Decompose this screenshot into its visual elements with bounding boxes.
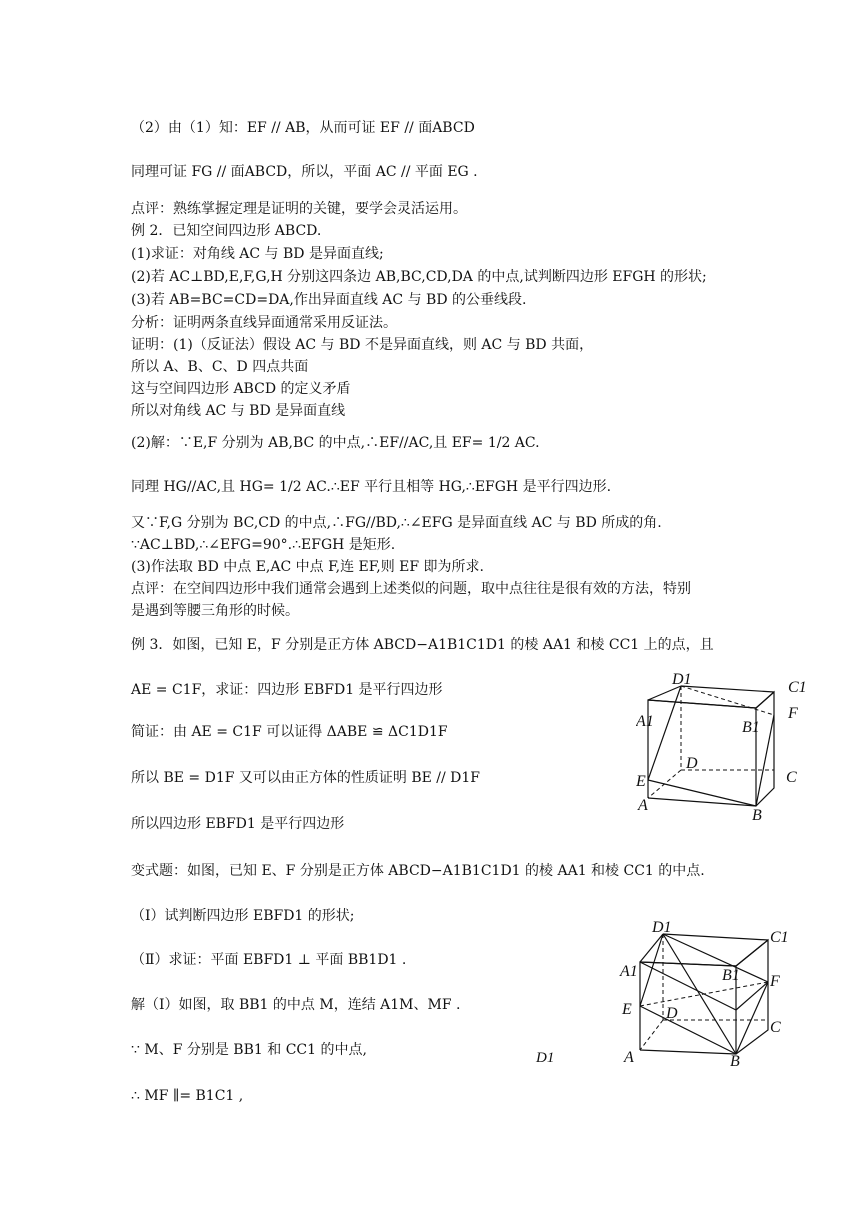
fig1-label-d: D bbox=[686, 755, 698, 772]
fig1-label-b1: B1 bbox=[742, 719, 760, 736]
line-2: 同理可证 FG // 面ABCD，所以，平面 AC // 平面 EG . bbox=[131, 164, 478, 180]
line-23: 所以 BE = D1F 又可以由正方体的性质证明 BE // D1F bbox=[131, 770, 481, 786]
fig2-label-c: C bbox=[770, 1019, 781, 1036]
line-4: 例 2．已知空间四边形 ABCD. bbox=[131, 223, 322, 239]
fig1-label-c: C bbox=[786, 769, 797, 786]
fig1-label-b: B bbox=[752, 807, 762, 820]
line-3: 点评：熟练掌握定理是证明的关键，要学会灵活运用。 bbox=[131, 201, 467, 217]
fig1-label-a: A bbox=[638, 797, 648, 814]
line-22: 简证：由 AE = C1F 可以证得 ΔABE ≌ ΔC1D1F bbox=[131, 724, 448, 740]
stray-label: D1 bbox=[536, 1050, 555, 1066]
fig1-label-e: E bbox=[636, 773, 646, 790]
line-28: 解（Ⅰ）如图，取 BB1 的中点 M，连结 A1M、MF . bbox=[131, 997, 461, 1013]
line-26: （Ⅰ）试判断四边形 EBFD1 的形状; bbox=[131, 908, 355, 924]
line-15: 又∵F,G 分别为 BC,CD 的中点,∴FG//BD,∴∠EFG 是异面直线 AC 与 BD 所成的角. bbox=[131, 515, 662, 531]
line-12: 所以对角线 AC 与 BD 是异面直线 bbox=[131, 403, 346, 419]
line-18: 点评：在空间四边形中我们通常会遇到上述类似的问题，取中点往往是很有效的方法，特别 bbox=[131, 581, 691, 597]
fig1-label-a1: A1 bbox=[636, 713, 654, 730]
line-25: 变式题：如图，已知 E、F 分别是正方体 ABCD−A1B1C1D1 的棱 AA1 和棱 CC1 的中点. bbox=[131, 863, 705, 879]
fig1-label-d1: D1 bbox=[672, 671, 692, 688]
line-8: 分析：证明两条直线异面通常采用反证法。 bbox=[131, 315, 397, 331]
line-21: AE = C1F，求证：四边形 EBFD1 是平行四边形 bbox=[131, 682, 443, 698]
fig2-label-f: F bbox=[770, 973, 780, 990]
fig2-label-c1: C1 bbox=[770, 929, 789, 946]
fig2-label-d1: D1 bbox=[652, 919, 672, 936]
line-30: ∴ MF ∥= B1C1 , bbox=[131, 1088, 244, 1104]
cube-figure-2 bbox=[618, 918, 798, 1068]
line-11: 这与空间四边形 ABCD 的定义矛盾 bbox=[131, 381, 351, 397]
fig1-label-c1: C1 bbox=[788, 679, 807, 696]
fig1-label-f: F bbox=[788, 705, 798, 722]
line-6: (2)若 AC⊥BD,E,F,G,H 分别这四条边 AB,BC,CD,DA 的中点,试判断四边形 EFGH 的形状; bbox=[131, 269, 707, 285]
line-7: (3)若 AB=BC=CD=DA,作出异面直线 AC 与 BD 的公垂线段. bbox=[131, 292, 527, 308]
line-20: 例 3．如图，已知 E，F 分别是正方体 ABCD−A1B1C1D1 的棱 AA1 和棱 CC1 上的点，且 bbox=[131, 637, 714, 653]
fig2-label-b: B bbox=[730, 1053, 740, 1068]
line-27: （Ⅱ）求证：平面 EBFD1 ⊥ 平面 BB1D1 . bbox=[131, 952, 407, 968]
line-16: ∵AC⊥BD,∴∠EFG=90°.∴EFGH 是矩形. bbox=[131, 537, 396, 553]
line-9: 证明：(1)（反证法）假设 AC 与 BD 不是异面直线，则 AC 与 BD 共面， bbox=[131, 337, 594, 353]
fig2-label-a: A bbox=[624, 1049, 634, 1066]
line-19: 是遇到等腰三角形的时候。 bbox=[131, 603, 299, 619]
line-24: 所以四边形 EBFD1 是平行四边形 bbox=[131, 816, 345, 832]
line-5: (1)求证：对角线 AC 与 BD 是异面直线; bbox=[131, 246, 384, 262]
line-10: 所以 A、B、C、D 四点共面 bbox=[131, 359, 309, 375]
line-13: (2)解：∵E,F 分别为 AB,BC 的中点,∴EF//AC,且 EF= 1/2 AC. bbox=[131, 435, 540, 451]
line-1: （2）由（1）知：EF // AB，从而可证 EF // 面ABCD bbox=[131, 120, 475, 136]
fig2-label-e: E bbox=[622, 1001, 632, 1018]
fig2-label-b1: B1 bbox=[722, 967, 740, 984]
fig2-label-a1: A1 bbox=[620, 963, 638, 980]
fig2-label-d: D bbox=[666, 1005, 678, 1022]
line-14: 同理 HG//AC,且 HG= 1/2 AC.∴EF 平行且相等 HG,∴EFGH 是平行四边形. bbox=[131, 479, 612, 495]
line-17: (3)作法取 BD 中点 E,AC 中点 F,连 EF,则 EF 即为所求. bbox=[131, 559, 485, 575]
cube-figure-1 bbox=[636, 670, 816, 820]
line-29: ∵ M、F 分别是 BB1 和 CC1 的中点, bbox=[131, 1042, 367, 1058]
